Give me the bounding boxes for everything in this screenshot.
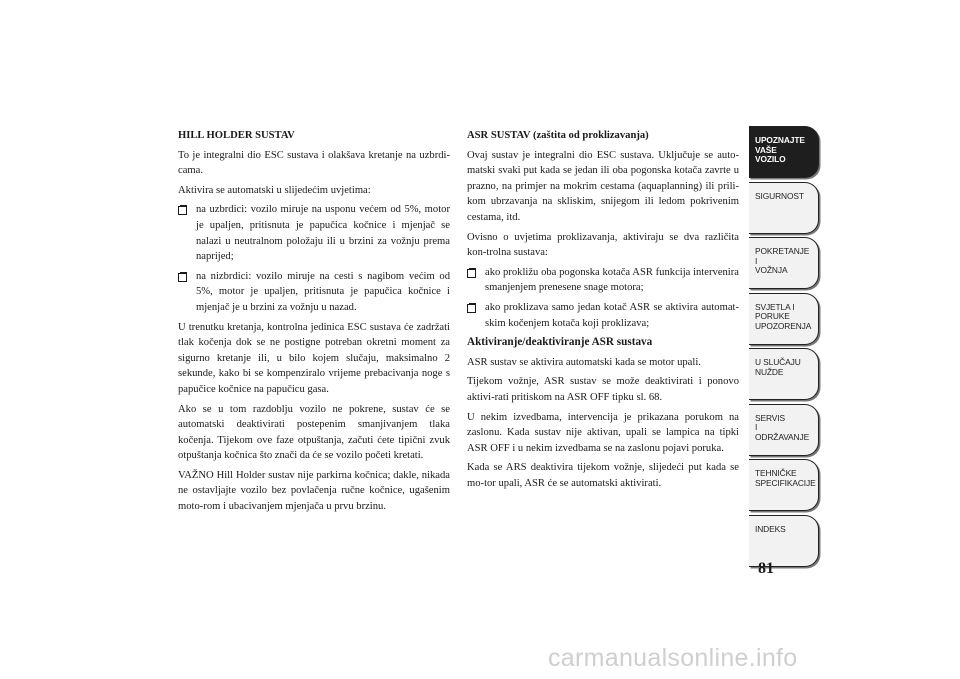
checkbox-bullet-icon (467, 268, 476, 277)
paragraph: Tijekom vožnje, ASR sustav se može deaktivirati i ponovo aktivi-rati pritiskom na ASR OFF tipku sl. 68. (467, 376, 739, 403)
tab-label: UPOZNAJTE VAŠE VOZILO (755, 135, 805, 165)
paragraph: ASR sustav se aktivira automatski kada se motor upali. (467, 356, 701, 368)
paragraph: U nekim izvedbama, intervencija je prikazana porukom na zaslonu. Kada sustav nije aktivan, upali se lampica na tipki ASR OFF i u nekim izvedbama se na zaslonu pojavi poruka. (467, 411, 739, 454)
list-item-text: na uzbrdici: vozilo miruje na usponu većem od 5%, motor je upaljen, pritisnuta je papučica kočnice i mjenjač se nalazi u neutralnom položaju ili u brzini za vožnju prema naprijed; (196, 204, 450, 263)
tab-tehnicke-specifikacije[interactable] (749, 459, 819, 511)
list-item-text: na nizbrdici: vozilo miruje na cesti s nagibom većim od 5%, motor je upaljen, pritisnuta je papučica kočnice i mjenjač je u brzini za vožnju u nazad. (196, 270, 450, 313)
paragraph: Ako se u tom razdoblju vozilo ne pokrene, sustav će se automatski deaktivirati postepenim smanjivanjem tlaka kočenja. Tijekom ove faze otpuštanja, začuti ćete tipični zvuk otpuštanja kočnica što znači da će se vozilo početi kretati. (178, 403, 450, 462)
paragraph: VAŽNO Hill Holder sustav nije parkirna kočnica; dakle, nikada ne ostavljajte vozilo bez povlačenja ručne kočnice, ugašenim moto-rom i ubacivanjem mjenjača u prvu brzinu. (178, 469, 450, 513)
hill-holder-heading: HILL HOLDER SUSTAV (178, 130, 295, 141)
tab-label: SIGURNOST (755, 190, 804, 201)
paragraph: Ovaj sustav je integralni dio ESC sustava. Uključuje se auto-matski svaki put kada se jedan ili oba pogonska kotača zavrte u prazno, na primjer na mokrim cestama (aquaplanning) ili prili-kom ubrzavanja na skliskim, snijegom ili ledom pokrivenim cestama, itd. (467, 149, 739, 223)
tab-servis-i-odrzavanje[interactable] (749, 404, 819, 456)
paragraph: U trenutku kretanja, kontrolna jedinica ESC sustava će zadržati tlak kočenja dok se ne postigne potreban okretni moment za sigurno kretanje ili, u bilo kojem slučaju, maksimalno 2 sekunde, kako bi se kompenziralo vrijeme prebacivanja noge s papučice kočnice na papučicu gasa. (178, 321, 450, 395)
tab-label: POKRETANJE I VOŽNJA (755, 246, 810, 276)
tab-label: TEHNIČKE SPECIFIKACIJE (755, 468, 816, 488)
list-item (467, 300, 739, 331)
tab-upoznajte-vase-vozilo[interactable] (749, 126, 819, 178)
tab-label: SVJETLA I PORUKE UPOZORENJA (755, 301, 812, 331)
tab-sigurnost[interactable] (749, 182, 819, 234)
asr-heading: ASR SUSTAV (zaštita od proklizavanja) (467, 130, 649, 141)
list-item (467, 265, 739, 296)
paragraph: Kada se ARS deaktivira tijekom vožnje, slijedeći put kada se mo-tor upali, ASR će se automatski aktivirati. (467, 462, 739, 489)
list-item-text: ako proklizava samo jedan kotač ASR se aktivira automat-skim kočenjem kotača koji proklizava; (485, 301, 739, 329)
checkbox-bullet-icon (178, 272, 187, 281)
checkbox-bullet-icon (467, 303, 476, 312)
tab-label: U SLUČAJU NUŽDE (755, 357, 801, 377)
asr-activation-subheading: Aktiviranje/deaktiviranje ASR sustava (467, 336, 653, 349)
watermark: carmanualsonline.info (548, 644, 798, 672)
left-column (178, 128, 450, 519)
list-item-text: ako prokližu oba pogonska kotača ASR funkcija intervenira smanjenjem prenesene snage motora; (485, 266, 739, 294)
tab-svjetla-i-poruke-upozorenja[interactable] (749, 293, 819, 345)
page-number: 81 (758, 560, 774, 577)
right-column (467, 128, 739, 495)
tab-u-slucaju-nuzde[interactable] (749, 348, 819, 400)
paragraph: Ovisno o uvjetima proklizavanja, aktiviraju se dva različita kon-trolna sustava: (467, 231, 739, 259)
tab-label: INDEKS (755, 523, 786, 534)
tab-label: SERVIS I ODRŽAVANJE (755, 412, 810, 442)
list-item (178, 269, 450, 316)
chapter-tabs (749, 126, 819, 570)
paragraph: Aktivira se automatski u slijedećim uvjetima: (178, 184, 371, 196)
list-item (178, 202, 450, 264)
tab-indeks[interactable] (749, 515, 819, 567)
paragraph: To je integralni dio ESC sustava i olakšava kretanje na uzbrdi-cama. (178, 149, 450, 177)
checkbox-bullet-icon (178, 205, 187, 214)
tab-pokretanje-i-voznja[interactable] (749, 237, 819, 289)
